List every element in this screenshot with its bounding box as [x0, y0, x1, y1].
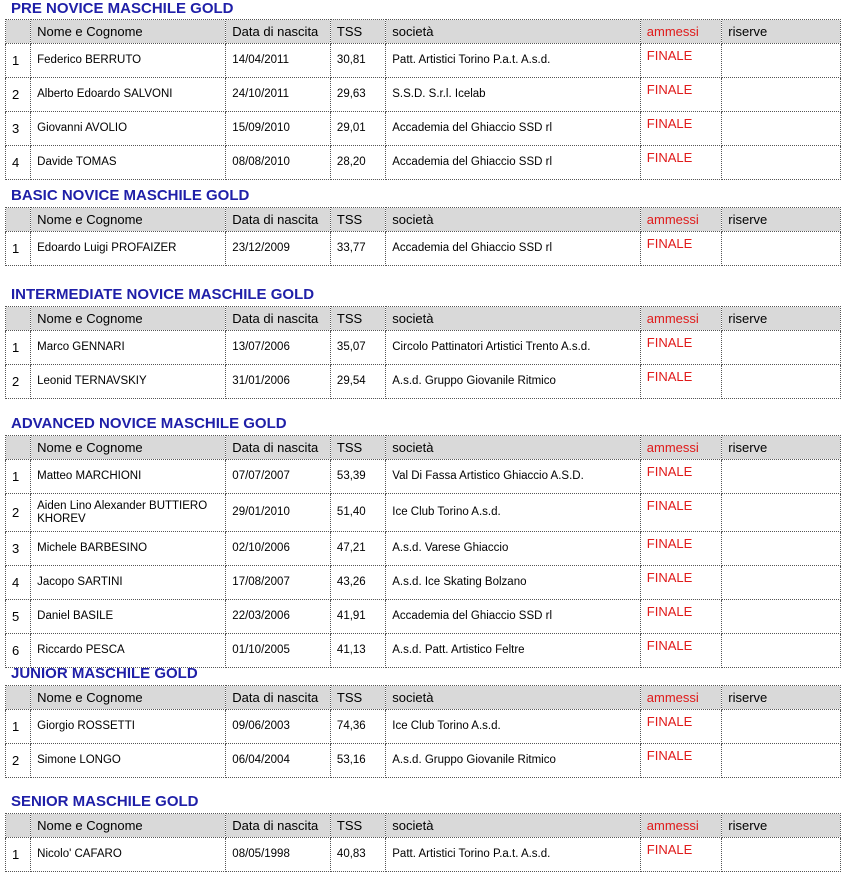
column-header-tss: TSS	[330, 686, 385, 710]
table-row	[6, 460, 841, 494]
cell-admitted: FINALE	[640, 600, 721, 634]
cell-name: Daniel BASILE	[31, 600, 226, 634]
column-header-tss: TSS	[330, 814, 385, 838]
cell-dob: 23/12/2009	[226, 232, 331, 266]
column-header-reserves: riserve	[722, 436, 841, 460]
cell-reserves	[722, 112, 841, 146]
cell-admitted: FINALE	[640, 494, 721, 532]
cell-tss: 40,83	[330, 838, 385, 872]
table-row	[6, 44, 841, 78]
cell-admitted: FINALE	[640, 710, 721, 744]
column-header-dob: Data di nascita	[226, 814, 331, 838]
results-table	[5, 435, 841, 668]
cell-dob: 08/08/2010	[226, 146, 331, 180]
column-header-dob: Data di nascita	[226, 307, 331, 331]
column-header-club: società	[386, 208, 641, 232]
cell-tss: 41,13	[330, 634, 385, 668]
table-header-row	[6, 814, 841, 838]
cell-n: 1	[6, 331, 31, 365]
cell-tss: 41,91	[330, 600, 385, 634]
column-header-name: Nome e Cognome	[31, 307, 226, 331]
cell-reserves	[722, 460, 841, 494]
table-header-row	[6, 307, 841, 331]
cell-n: 2	[6, 744, 31, 778]
cell-club: Accademia del Ghiaccio SSD rl	[386, 600, 641, 634]
cell-admitted: FINALE	[640, 634, 721, 668]
cell-club: Patt. Artistici Torino P.a.t. A.s.d.	[386, 838, 641, 872]
cell-admitted: FINALE	[640, 532, 721, 566]
table-row	[6, 78, 841, 112]
section-title: INTERMEDIATE NOVICE MASCHILE GOLD	[11, 286, 315, 303]
cell-tss: 29,63	[330, 78, 385, 112]
cell-n: 1	[6, 838, 31, 872]
cell-tss: 33,77	[330, 232, 385, 266]
cell-admitted: FINALE	[640, 78, 721, 112]
table-header-row	[6, 20, 841, 44]
column-header-num	[6, 20, 31, 44]
results-table	[5, 207, 841, 266]
column-header-reserves: riserve	[722, 814, 841, 838]
cell-n: 6	[6, 634, 31, 668]
column-header-name: Nome e Cognome	[31, 208, 226, 232]
cell-club: Accademia del Ghiaccio SSD rl	[386, 232, 641, 266]
cell-admitted: FINALE	[640, 146, 721, 180]
cell-tss: 53,16	[330, 744, 385, 778]
table-row	[6, 744, 841, 778]
column-header-reserves: riserve	[722, 686, 841, 710]
cell-dob: 14/04/2011	[226, 44, 331, 78]
cell-admitted: FINALE	[640, 460, 721, 494]
cell-reserves	[722, 146, 841, 180]
cell-reserves	[722, 232, 841, 266]
cell-club: Val Di Fassa Artistico Ghiaccio A.S.D.	[386, 460, 641, 494]
cell-club: Accademia del Ghiaccio SSD rl	[386, 112, 641, 146]
section-title: SENIOR MASCHILE GOLD	[11, 793, 199, 810]
cell-name: Michele BARBESINO	[31, 532, 226, 566]
table-row	[6, 838, 841, 872]
section-title: JUNIOR MASCHILE GOLD	[11, 665, 198, 682]
cell-reserves	[722, 532, 841, 566]
cell-club: Ice Club Torino A.s.d.	[386, 710, 641, 744]
column-header-club: società	[386, 814, 641, 838]
table-header-row	[6, 436, 841, 460]
cell-club: Accademia del Ghiaccio SSD rl	[386, 146, 641, 180]
cell-admitted: FINALE	[640, 365, 721, 399]
column-header-dob: Data di nascita	[226, 20, 331, 44]
section-title: BASIC NOVICE MASCHILE GOLD	[11, 187, 250, 204]
column-header-name: Nome e Cognome	[31, 814, 226, 838]
cell-name: Aiden Lino Alexander BUTTIERO KHOREV	[31, 494, 226, 532]
table-header-row	[6, 686, 841, 710]
cell-name: Federico BERRUTO	[31, 44, 226, 78]
cell-name: Jacopo SARTINI	[31, 566, 226, 600]
cell-dob: 08/05/1998	[226, 838, 331, 872]
cell-dob: 22/03/2006	[226, 600, 331, 634]
cell-name: Simone LONGO	[31, 744, 226, 778]
column-header-name: Nome e Cognome	[31, 686, 226, 710]
table-header-row	[6, 208, 841, 232]
cell-n: 3	[6, 112, 31, 146]
column-header-tss: TSS	[330, 20, 385, 44]
cell-n: 2	[6, 365, 31, 399]
table-row	[6, 494, 841, 532]
cell-n: 4	[6, 566, 31, 600]
section-title: ADVANCED NOVICE MASCHILE GOLD	[11, 415, 287, 432]
cell-reserves	[722, 634, 841, 668]
section-title: PRE NOVICE MASCHILE GOLD	[11, 0, 234, 17]
table-row	[6, 634, 841, 668]
cell-dob: 15/09/2010	[226, 112, 331, 146]
cell-dob: 01/10/2005	[226, 634, 331, 668]
column-header-tss: TSS	[330, 208, 385, 232]
column-header-num	[6, 307, 31, 331]
column-header-name: Nome e Cognome	[31, 20, 226, 44]
column-header-dob: Data di nascita	[226, 686, 331, 710]
column-header-admitted: ammessi	[640, 208, 721, 232]
column-header-club: società	[386, 686, 641, 710]
cell-name: Leonid TERNAVSKIY	[31, 365, 226, 399]
cell-tss: 28,20	[330, 146, 385, 180]
column-header-reserves: riserve	[722, 208, 841, 232]
cell-reserves	[722, 44, 841, 78]
cell-tss: 35,07	[330, 331, 385, 365]
cell-admitted: FINALE	[640, 838, 721, 872]
cell-admitted: FINALE	[640, 112, 721, 146]
cell-club: A.s.d. Gruppo Giovanile Ritmico	[386, 744, 641, 778]
cell-tss: 53,39	[330, 460, 385, 494]
cell-name: Nicolo' CAFARO	[31, 838, 226, 872]
results-table	[5, 306, 841, 399]
cell-reserves	[722, 838, 841, 872]
column-header-tss: TSS	[330, 436, 385, 460]
cell-dob: 06/04/2004	[226, 744, 331, 778]
results-table	[5, 19, 841, 180]
cell-n: 1	[6, 44, 31, 78]
results-table	[5, 813, 841, 872]
cell-admitted: FINALE	[640, 232, 721, 266]
cell-reserves	[722, 600, 841, 634]
column-header-dob: Data di nascita	[226, 208, 331, 232]
cell-n: 1	[6, 710, 31, 744]
cell-tss: 30,81	[330, 44, 385, 78]
cell-reserves	[722, 744, 841, 778]
cell-tss: 51,40	[330, 494, 385, 532]
column-header-name: Nome e Cognome	[31, 436, 226, 460]
cell-n: 2	[6, 78, 31, 112]
cell-club: Ice Club Torino A.s.d.	[386, 494, 641, 532]
cell-dob: 29/01/2010	[226, 494, 331, 532]
cell-tss: 29,54	[330, 365, 385, 399]
cell-name: Edoardo Luigi PROFAIZER	[31, 232, 226, 266]
column-header-num	[6, 436, 31, 460]
column-header-num	[6, 686, 31, 710]
cell-name: Giovanni AVOLIO	[31, 112, 226, 146]
column-header-dob: Data di nascita	[226, 436, 331, 460]
cell-reserves	[722, 494, 841, 532]
cell-name: Matteo MARCHIONI	[31, 460, 226, 494]
cell-n: 4	[6, 146, 31, 180]
cell-name: Alberto Edoardo SALVONI	[31, 78, 226, 112]
cell-dob: 02/10/2006	[226, 532, 331, 566]
column-header-num	[6, 814, 31, 838]
cell-admitted: FINALE	[640, 744, 721, 778]
table-row	[6, 146, 841, 180]
cell-tss: 74,36	[330, 710, 385, 744]
cell-reserves	[722, 710, 841, 744]
column-header-club: società	[386, 20, 641, 44]
column-header-admitted: ammessi	[640, 686, 721, 710]
cell-admitted: FINALE	[640, 331, 721, 365]
table-row	[6, 112, 841, 146]
column-header-reserves: riserve	[722, 20, 841, 44]
cell-club: S.S.D. S.r.l. Icelab	[386, 78, 641, 112]
column-header-club: società	[386, 307, 641, 331]
column-header-admitted: ammessi	[640, 436, 721, 460]
table-row	[6, 566, 841, 600]
table-row	[6, 232, 841, 266]
cell-dob: 17/08/2007	[226, 566, 331, 600]
cell-name: Davide TOMAS	[31, 146, 226, 180]
column-header-admitted: ammessi	[640, 814, 721, 838]
column-header-admitted: ammessi	[640, 20, 721, 44]
table-row	[6, 365, 841, 399]
cell-reserves	[722, 78, 841, 112]
cell-reserves	[722, 331, 841, 365]
cell-admitted: FINALE	[640, 44, 721, 78]
cell-n: 3	[6, 532, 31, 566]
cell-name: Riccardo PESCA	[31, 634, 226, 668]
cell-n: 5	[6, 600, 31, 634]
cell-dob: 07/07/2007	[226, 460, 331, 494]
cell-admitted: FINALE	[640, 566, 721, 600]
cell-n: 1	[6, 460, 31, 494]
cell-dob: 09/06/2003	[226, 710, 331, 744]
cell-club: Patt. Artistici Torino P.a.t. A.s.d.	[386, 44, 641, 78]
cell-dob: 24/10/2011	[226, 78, 331, 112]
cell-reserves	[722, 365, 841, 399]
column-header-tss: TSS	[330, 307, 385, 331]
cell-reserves	[722, 566, 841, 600]
cell-dob: 31/01/2006	[226, 365, 331, 399]
cell-club: A.s.d. Ice Skating Bolzano	[386, 566, 641, 600]
cell-n: 1	[6, 232, 31, 266]
column-header-reserves: riserve	[722, 307, 841, 331]
column-header-admitted: ammessi	[640, 307, 721, 331]
cell-name: Marco GENNARI	[31, 331, 226, 365]
table-row	[6, 600, 841, 634]
table-row	[6, 331, 841, 365]
cell-club: A.s.d. Patt. Artistico Feltre	[386, 634, 641, 668]
results-table	[5, 685, 841, 778]
cell-tss: 29,01	[330, 112, 385, 146]
cell-tss: 47,21	[330, 532, 385, 566]
cell-n: 2	[6, 494, 31, 532]
table-row	[6, 532, 841, 566]
column-header-num	[6, 208, 31, 232]
cell-tss: 43,26	[330, 566, 385, 600]
cell-name: Giorgio ROSSETTI	[31, 710, 226, 744]
table-row	[6, 710, 841, 744]
column-header-club: società	[386, 436, 641, 460]
cell-club: Circolo Pattinatori Artistici Trento A.s.d.	[386, 331, 641, 365]
cell-club: A.s.d. Varese Ghiaccio	[386, 532, 641, 566]
cell-dob: 13/07/2006	[226, 331, 331, 365]
cell-club: A.s.d. Gruppo Giovanile Ritmico	[386, 365, 641, 399]
